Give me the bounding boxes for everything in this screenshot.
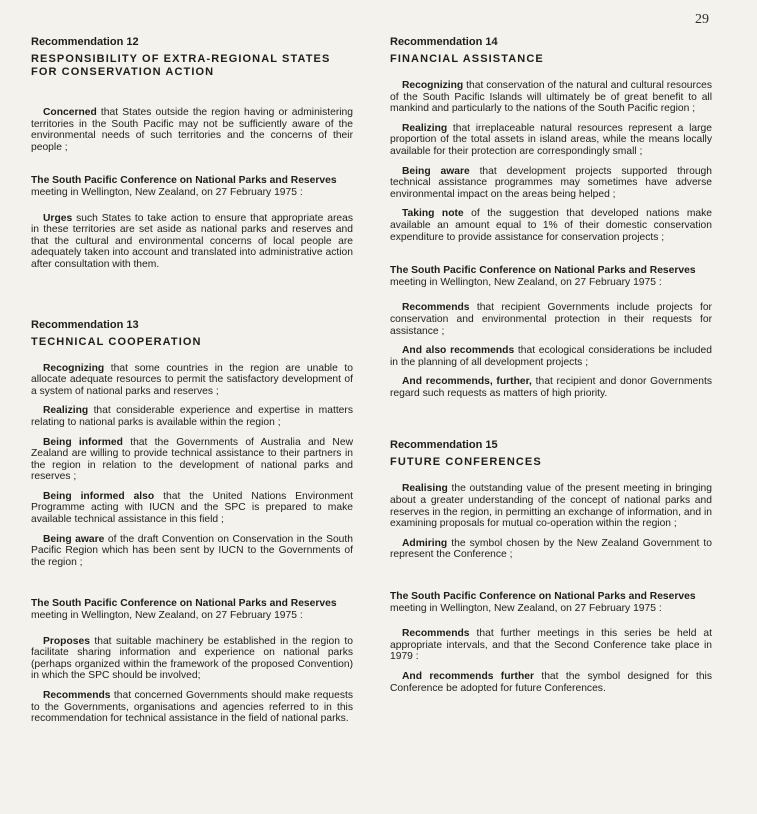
keyword: The South Pacific Conference on National Parks and Reserves: [31, 175, 337, 187]
paragraph-text: that the United Nations Environment Programme acting with IUCN and the SPC is prepared to make available technical assistance in this field ;: [31, 490, 353, 526]
recommendation-number: Recommendation 15: [390, 439, 498, 452]
paragraph-text: meeting in Wellington, New Zealand, on 27 February 1975 :: [390, 276, 662, 288]
paragraph-text: of the suggestion that developed nations make available an amount equal to 1% of their domestic conservation expenditure to provide assistance for conservation projects ;: [390, 208, 713, 243]
paragraph: [390, 671, 712, 694]
paragraph: [31, 437, 353, 483]
paragraph: [390, 166, 712, 201]
recommendation-12: [31, 36, 353, 271]
keyword: Taking note: [402, 208, 464, 220]
conference-statement: [31, 598, 353, 621]
recommendation-title: [31, 53, 353, 79]
paragraph-text: that recipient Governments include projects for conservation and environmental protection in their requests for assistance ;: [390, 302, 712, 337]
recommendation-number: Recommendation 12: [31, 36, 139, 48]
paragraph-text: of the draft Convention on Conservation in the South Pacific Region which has been sent by IUCN to the Governments of the region ;: [31, 533, 353, 568]
recommendation-title: FUTURE CONFERENCES: [390, 456, 542, 469]
recommendation-15: [390, 439, 712, 694]
paragraph: [31, 690, 353, 725]
paragraph-text: that development projects supported through technical assistance programmes may sometimes have adverse environmental impact on the areas being helped ;: [390, 165, 712, 200]
paragraph-text: the symbol chosen by the New Zealand Government to represent the Conference ;: [390, 537, 712, 561]
recommendation-title: TECHNICAL COOPERATION: [31, 335, 202, 348]
paragraph: [31, 405, 353, 428]
paragraph-text: that considerable experience and expertise in matters relating to national parks is available within the region ;: [31, 405, 353, 428]
keyword: The South Pacific Conference on National Parks and Reserves: [390, 591, 696, 603]
paragraph-text: that the symbol designed for this Conference be adopted for future Conferences.: [390, 671, 712, 694]
keyword: Realizing: [43, 405, 89, 417]
keyword: And recommends, further,: [402, 376, 532, 388]
keyword: And recommends further: [402, 671, 534, 682]
paragraph-text: that concerned Governments should make requests to the Governments, organisations and agencies referred to in this recommendation for technical assistance in the field of national parks.: [31, 690, 353, 725]
paragraph-text: that the Governments of Australia and New Zealand are willing to provide technical assistance to their partners in the region in relation to the development of national parks and reserves ;: [31, 436, 354, 483]
recommendation-number: Recommendation 13: [31, 318, 139, 331]
paragraph: [31, 636, 353, 682]
conference-statement: [390, 591, 712, 614]
keyword: Being aware: [43, 533, 105, 545]
paragraph: [390, 538, 712, 561]
recommendation-title: FINANCIAL ASSISTANCE: [390, 53, 544, 65]
keyword: Being informed: [43, 436, 123, 448]
conference-statement: [31, 175, 353, 198]
paragraph: [390, 302, 712, 337]
keyword: Recommends: [402, 628, 470, 640]
keyword: Admiring: [402, 537, 448, 549]
paragraph-text: that some countries in the region are unable to allocate adequate resources to permit the satisfactory development of a system of national parks and reserves ;: [31, 362, 353, 397]
page-number: 29: [695, 12, 709, 27]
keyword: Being informed also: [43, 490, 155, 502]
paragraph: [390, 80, 712, 115]
keyword: Urges: [43, 212, 73, 224]
keyword: Proposes: [43, 635, 90, 647]
paragraph: [31, 213, 353, 271]
paragraph: [390, 123, 712, 158]
paragraph-text: that conservation of the natural and cultural resources of the South Pacific Islands will ultimately be of great benefit to all mankind and particularly to the nations of the South Pacific region ;: [390, 80, 712, 115]
paragraph: [390, 208, 712, 243]
paragraph-text: that States outside the region having or administering territories in the South Pacific may not be sufficiently aware of the environmental needs of such territories and the concerns of their people ;: [31, 107, 353, 153]
keyword: The South Pacific Conference on National Parks and Reserves: [390, 265, 696, 277]
keyword: Being aware: [402, 165, 470, 177]
title-line-1: RESPONSIBILITY OF EXTRA-REGIONAL STATES: [31, 53, 331, 65]
paragraph-text: meeting in Wellington, New Zealand, on 27 February 1975 :: [31, 610, 303, 622]
left-column: [31, 36, 353, 733]
keyword: The South Pacific Conference on National Parks and Reserves: [31, 598, 337, 610]
paragraph-text: that irreplaceable natural resources represent a large proportion of the total assets in island areas, while the means locally available for their protection are correspondingly small ;: [390, 122, 712, 157]
paragraph-text: meeting in Wellington, New Zealand, on 27 February 1975 :: [390, 602, 662, 614]
conference-statement: [390, 265, 712, 288]
paragraph-text: that further meetings in this series be held at appropriate intervals, and that the Second Conference take place in 1979 :: [390, 628, 712, 663]
paragraph: [390, 483, 712, 529]
paragraph: [31, 107, 353, 153]
title-line-2: FOR CONSERVATION ACTION: [31, 66, 215, 78]
keyword: Recommends: [43, 690, 111, 701]
paragraph-text: meeting in Wellington, New Zealand, on 27 February 1975 :: [31, 186, 303, 198]
paragraph-text: that recipient and donor Governments regard such requests as matters of high priority.: [390, 376, 712, 399]
recommendation-number: Recommendation 14: [390, 36, 498, 48]
recommendation-13: [31, 319, 353, 725]
paragraph: [390, 628, 712, 663]
paragraph-text: that suitable machinery be established in the region to facilitate sharing information and experience on national parks (perhaps organized within the framework of the proposed Convention) in which the SPC should be involved;: [31, 635, 353, 682]
keyword: And also recommends: [402, 345, 515, 357]
right-column: [390, 36, 712, 702]
paragraph-text: that ecological considerations be included in the planning of all development projects ;: [390, 345, 712, 368]
paragraph: [31, 363, 353, 398]
keyword: Recognizing: [43, 362, 105, 374]
paragraph: [31, 534, 353, 569]
keyword: Concerned: [43, 107, 97, 118]
paragraph-text: such States to take action to ensure that appropriate areas in these territories are set aside as national parks and reserves and that the cultural and environmental concerns of local people are adequately taken into account and translated into administrative action after consultation with them.: [31, 212, 353, 270]
keyword: Recognizing: [402, 80, 464, 91]
paragraph: [390, 376, 712, 399]
keyword: Realising: [402, 483, 448, 495]
keyword: Recommends: [402, 302, 470, 314]
paragraph-text: the outstanding value of the present meeting in bringing about a greater understanding of the concept of national parks and reserves in the region, in permitting an exchange of information, and in examining proposals for mutual co-operation within the region ;: [390, 483, 712, 530]
recommendation-14: [390, 36, 712, 399]
paragraph: [390, 345, 712, 368]
paragraph: [31, 491, 353, 526]
keyword: Realizing: [402, 122, 448, 134]
